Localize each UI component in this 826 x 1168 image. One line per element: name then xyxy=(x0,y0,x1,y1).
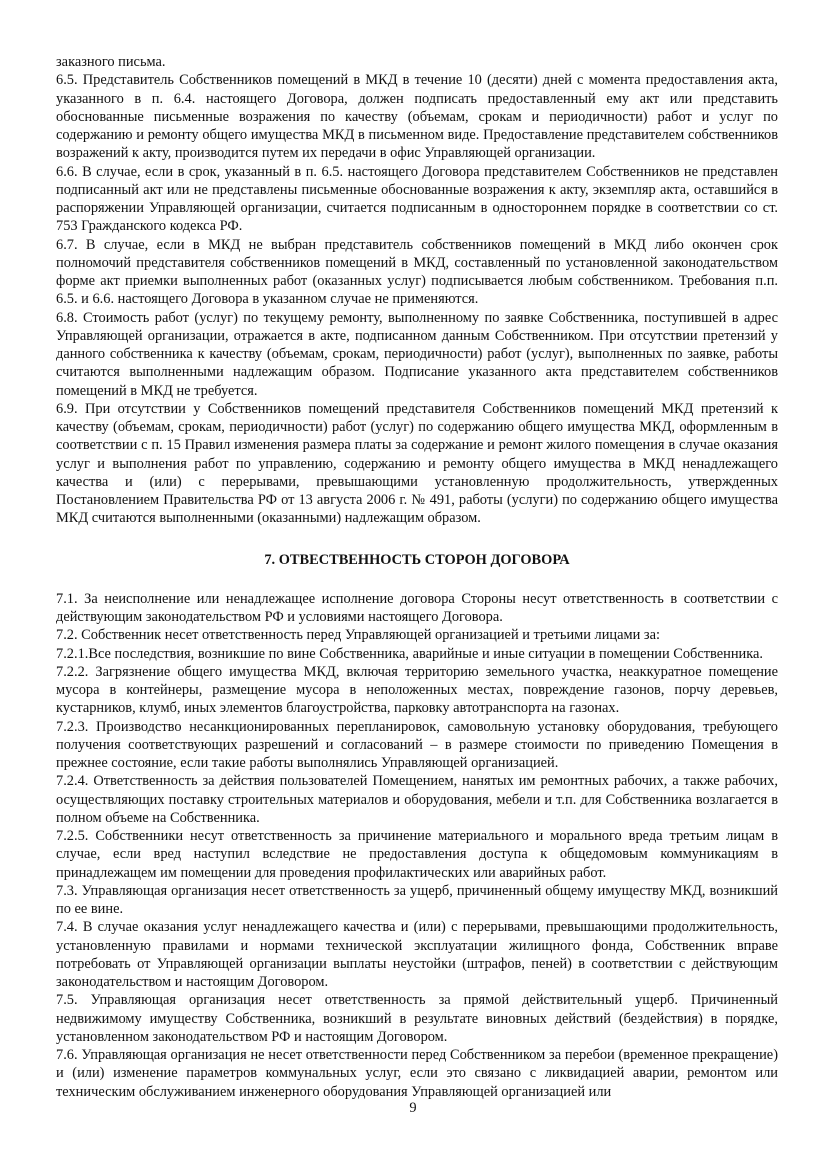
paragraph-7-5: 7.5. Управляющая организация несет ответственность за прямой действительный ущерб. Причиненный недвижимому имуществу Собственника, возникший в результате виновных действий (бездействия) в порядке, установленном законодательством РФ и настоящим Договором. xyxy=(56,992,778,1045)
page-number: 9 xyxy=(409,1100,417,1116)
paragraph-6-6: 6.6. В случае, если в срок, указанный в п. 6.5. настоящего Договора представителем Собственников не представлен подписанный акт или не представлены письменные обоснованные возражения к акту, экземпляр акта, оставшийся в распоряжении Управляющей организации, считается подписанным в одностороннем порядке в соответствии со ст. 753 Гражданского кодекса РФ. xyxy=(56,163,778,235)
paragraph-7-2-5: 7.2.5. Собственники несут ответственность за причинение материального и морального вреда третьим лицам в случае, если вред наступил вследствие не предоставления доступа к общедомовым коммуникациям в принадлежащем им помещении для проведения профилактических или аварийных работ. xyxy=(56,828,778,881)
paragraph-6-8: 6.8. Стоимость работ (услуг) по текущему ремонту, выполненному по заявке Собственника, поступившей в адрес Управляющей организации, отражается в акте, подписанном данным Собственником. При отсутствии претензий у данного собственника к качеству (объемам, срокам, периодичности) работ (услуг), выполненных по заявке, работы считаются выполненными надлежащим образом. Подписание указанного акта представителем собственников помещений в МКД не требуется. xyxy=(56,309,778,399)
paragraph-6-5: 6.5. Представитель Собственников помещений в МКД в течение 10 (десяти) дней с момента предоставления акта, указанного в п. 6.4. настоящего Договора, должен подписать предоставленный ему акт или представить обоснованные письменные возражения по качеству (объемам, срокам и периодичности) работ и услуг по содержанию и ремонту общего имущества МКД в письменном виде. Предоставление представителем собственников возражений к акту, производится путем их передачи в офис Управляющей организации. xyxy=(56,72,778,162)
paragraph-7-2-1: 7.2.1.Все последствия, возникшие по вине Собственника, аварийные и иные ситуации в помещении Собственника. xyxy=(56,645,764,662)
document-body xyxy=(56,53,778,1101)
paragraph-continuation: заказного письма. xyxy=(56,54,166,70)
paragraph-7-2-4: 7.2.4. Ответственность за действия пользователей Помещением, нанятых им ремонтных рабочих, а также рабочих, осуществляющих поставку строительных материалов и оборудования, мебели и т.п. для Собственника возлагается в полном объеме на Собственника. xyxy=(56,773,778,826)
paragraph-7-2: 7.2. Собственник несет ответственность перед Управляющей организацией и третьими лицами за: xyxy=(56,627,660,644)
paragraph-7-2-3: 7.2.3. Производство несанкционированных перепланировок, самовольную установку оборудования, требующего получения соответствующих разрешений и согласований – в размере стоимости по приведению Помещения в прежнее состояние, если такие работы выполнялись Управляющей организацией. xyxy=(56,718,778,771)
paragraph-6-7: 6.7. В случае, если в МКД не выбран представитель собственников помещений в МКД либо окончен срок полномочий представителя собственников помещений в МКД, составленный по установленной законодательством форме акт приемки выполненных работ (оказанных услуг) подписывается любым собственником. Требования п.п. 6.5. и 6.6. настоящего Договора в указанном случае не применяются. xyxy=(56,236,778,308)
paragraph-7-2-2: 7.2.2. Загрязнение общего имущества МКД, включая территорию земельного участка, неаккуратное помещение мусора в контейнеры, размещение мусора в неположенных местах, повреждение газонов, порчу деревьев, кустарников, клумб, иных элементов благоустройства, парковку автотранспорта на газонах. xyxy=(56,663,778,717)
paragraph-7-1: 7.1. За неисполнение или ненадлежащее исполнение договора Стороны несут ответственность в соответствии с действующим законодательством РФ и условиями настоящего Договора. xyxy=(56,590,778,625)
paragraph-7-3: 7.3. Управляющая организация несет ответственность за ущерб, причиненный общему имуществу МКД, возникший по ее вине. xyxy=(56,882,778,917)
paragraph-7-6: 7.6. Управляющая организация не несет ответственности перед Собственником за перебои (временное прекращение) и (или) изменение параметров коммунальных услуг, если это связано с ликвидацией аварии, ремонтом или техническим обслуживанием инженерного оборудования Управляющей организацией или xyxy=(56,1047,778,1100)
section-title: 7. ОТВЕСТВЕННОСТЬ СТОРОН ДОГОВОРА xyxy=(264,551,570,568)
paragraph-7-4: 7.4. В случае оказания услуг ненадлежащего качества и (или) с перерывами, превышающими продолжительность, установленную правилами и нормами технической эксплуатации жилищного фонда, Собственник вправе потребовать от Управляющей организации выплаты неустойки (штрафов, пеней) в соответствии с действующим законодательством и настоящим Договором. xyxy=(56,919,778,990)
paragraph-6-9: 6.9. При отсутствии у Собственников помещений представителя Собственников помещений МКД претензий к качеству (объемам, срокам, периодичности) работ (услуг) по содержанию общего имущества МКД, оформленным в соответствии с п. 15 Правил изменения размера платы за содержание и ремонт жилого помещения в случае оказания услуг и выполнения работ по управлению, содержанию и ремонту общего имущества в МКД ненадлежащего качества и (или) с перерывами, превышающими установленную продолжительность, утвержденных Постановлением Правительства РФ от 13 августа 2006 г. № 491, работы (услуги) по содержанию общего имущества МКД считаются выполненными (оказанными) надлежащим образом. xyxy=(56,400,778,527)
